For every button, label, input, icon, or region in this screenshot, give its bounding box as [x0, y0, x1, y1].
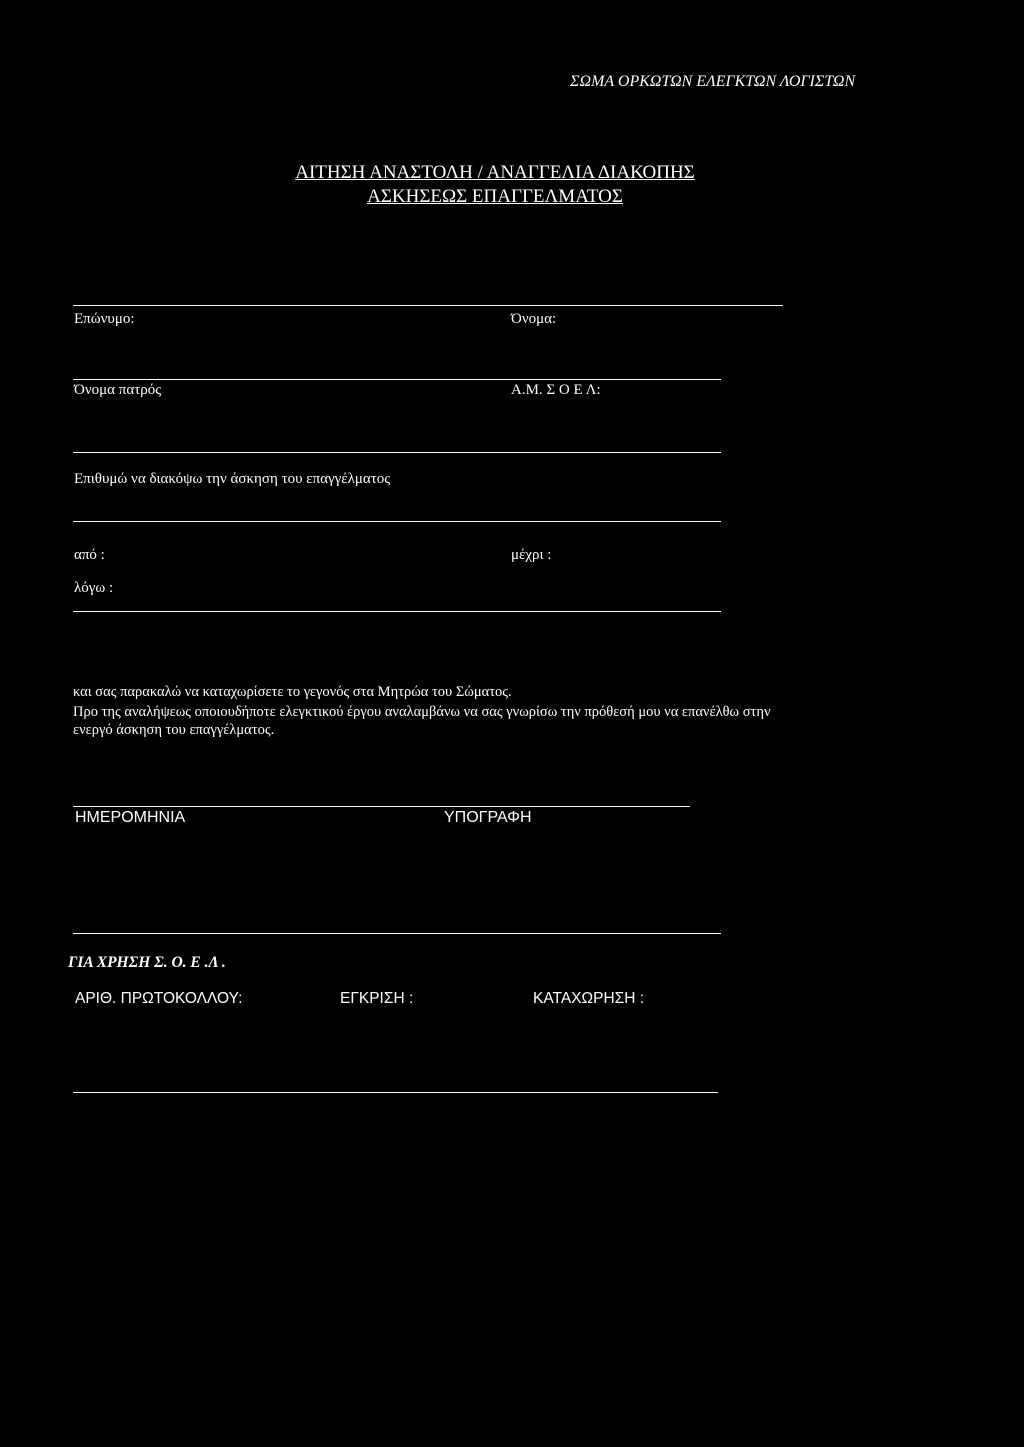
- protocol-label: ΑΡΙΘ. ΠΡΩΤΟΚΟΛΛΟΥ:: [75, 990, 243, 1007]
- am-soel-label: Α.Μ. Σ Ο Ε Λ:: [511, 382, 601, 398]
- signature-rule: [73, 806, 690, 807]
- body-line-2: Προ της αναλήψεως οποιουδήποτε ελεγκτικού έργου αναλαμβάνω να σας γνωρίσω την πρόθεσή μου να επανέλθω στην: [73, 704, 771, 720]
- wish-text: Επιθυμώ να διακόψω την άσκηση του επαγγέλματος: [74, 471, 391, 487]
- surname-name-rule: [73, 305, 783, 306]
- approval-label: ΕΓΚΡΙΣΗ :: [340, 990, 414, 1007]
- body-line-3: ενεργό άσκηση του επαγγέλματος.: [73, 722, 275, 738]
- reason-label: λόγω :: [74, 580, 114, 596]
- until-label: μέχρι :: [511, 547, 552, 563]
- father-name-rule: [73, 379, 721, 380]
- office-use-rule: [73, 933, 721, 934]
- bottom-rule: [73, 1092, 718, 1093]
- from-label: από :: [74, 547, 105, 563]
- name-label: Όνομα:: [511, 311, 557, 327]
- body-line-1: και σας παρακαλώ να καταχωρίσετε το γεγονός στα Μητρώα του Σώματος.: [73, 684, 512, 700]
- wish-rule: [73, 452, 721, 453]
- organization-name: ΣΩΜΑ ΟΡΚΩΤΩΝ ΕΛΕΓΚΤΩΝ ΛΟΓΙΣΤΩΝ: [570, 73, 856, 90]
- surname-label: Επώνυμο:: [74, 311, 135, 327]
- reason-rule: [73, 611, 721, 612]
- father-name-label: Όνομα πατρός: [74, 382, 162, 398]
- registration-label: ΚΑΤΑΧΩΡΗΣΗ :: [533, 990, 645, 1007]
- period-rule: [73, 521, 721, 522]
- form-title-line1: ΑΙΤΗΣΗ ΑΝΑΣΤΟΛΗ / ΑΝΑΓΓΕΛΙΑ ΔΙΑΚΟΠΗΣ: [295, 162, 695, 183]
- form-title-line2: ΑΣΚΗΣΕΩΣ ΕΠΑΓΓΕΛΜΑΤΟΣ: [367, 186, 623, 207]
- office-use-heading: ΓΙΑ ΧΡΗΣΗ Σ. Ο. Ε .Λ .: [68, 954, 226, 971]
- signature-label: ΥΠΟΓΡΑΦΗ: [444, 809, 532, 826]
- date-label: ΗΜΕΡΟΜΗΝΙΑ: [75, 809, 186, 826]
